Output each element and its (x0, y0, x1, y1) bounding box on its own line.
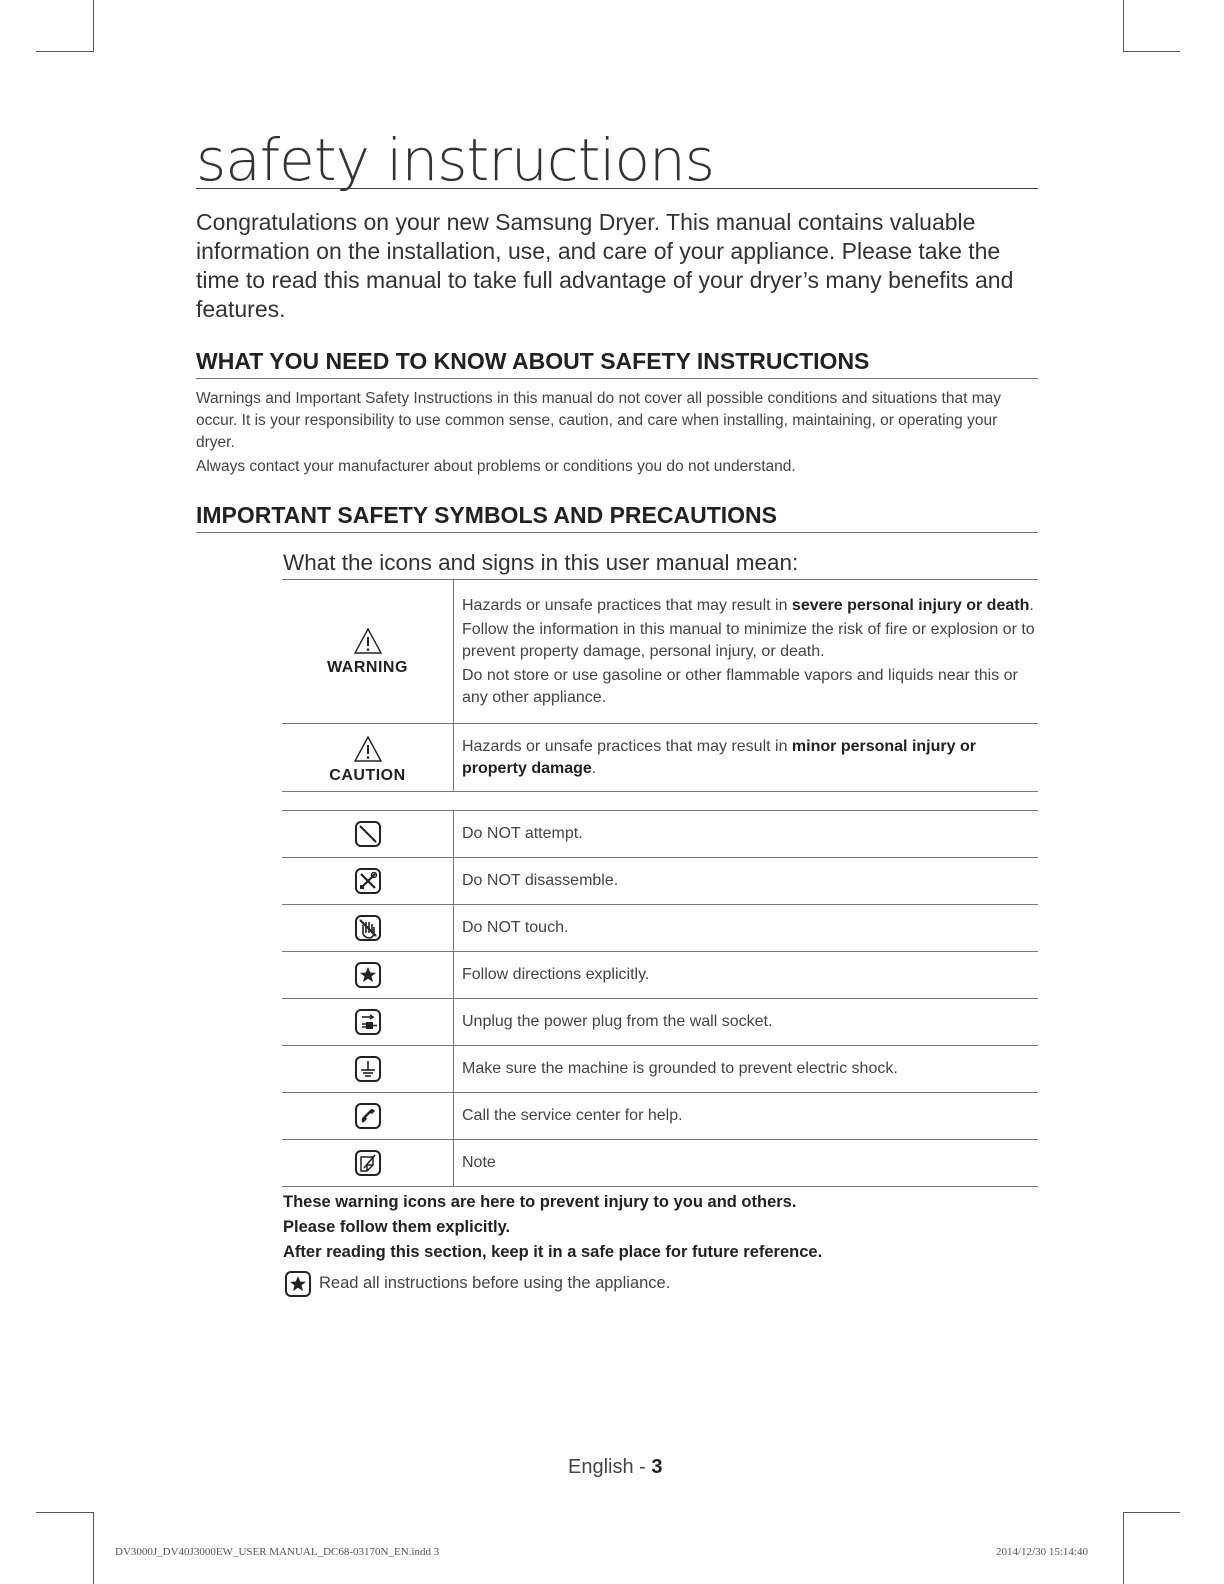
symbol-description: Note (454, 1140, 1039, 1187)
section-heading-what-you-need: WHAT YOU NEED TO KNOW ABOUT SAFETY INSTRUCTIONS (196, 346, 1038, 379)
prohibited-icon (353, 819, 383, 849)
symbol-cell (282, 1140, 454, 1187)
warning-description (454, 580, 1039, 724)
phone-icon (353, 1101, 383, 1131)
symbol-cell (282, 811, 454, 858)
section-heading-safety-symbols: IMPORTANT SAFETY SYMBOLS AND PRECAUTIONS (196, 500, 1038, 533)
table-row (282, 1140, 1038, 1187)
table-row (282, 724, 1038, 792)
crop-mark (1123, 1512, 1180, 1513)
symbol-description: Do NOT disassemble. (454, 858, 1039, 905)
warning-period: . (1029, 596, 1034, 614)
warning-line-3: Do not store or use gasoline or other flammable vapors and liquids near this or any other appliance. (462, 666, 1018, 706)
footer-note-line: After reading this section, keep it in a safe place for future reference. (283, 1243, 823, 1261)
caution-description (454, 724, 1039, 792)
intro-paragraph: Congratulations on your new Samsung Dryer. This manual contains valuable information on the installation, use, and care of your appliance. Please take the time to read this manual to take full advantage of your dryer’s many benefits and features. (196, 209, 1014, 322)
no-touch-icon (353, 913, 383, 943)
table-caption: What the icons and signs in this user manual mean: (283, 550, 799, 575)
warning-label: WARNING (327, 658, 408, 676)
symbol-cell (282, 999, 454, 1046)
warning-cell (282, 580, 454, 724)
no-disassemble-icon (353, 866, 383, 896)
table-row (282, 580, 1038, 724)
table-row (282, 952, 1038, 999)
note-icon (353, 1148, 383, 1178)
page-number (568, 1456, 663, 1479)
follow-directions-icon (353, 960, 383, 990)
table-row (282, 811, 1038, 858)
crop-mark (93, 1512, 94, 1584)
symbol-description: Do NOT attempt. (454, 811, 1039, 858)
signal-word-table (282, 579, 1038, 792)
ground-icon (353, 1054, 383, 1084)
warning-line-2: Follow the information in this manual to minimize the risk of fire or explosion or to prevent property damage, personal injury, or death. (462, 620, 1035, 660)
caution-period: . (591, 760, 597, 777)
footer-note-line: These warning icons are here to prevent injury to you and others. (283, 1193, 797, 1211)
print-slug-filename: DV3000J_DV40J3000EW_USER MANUAL_DC68-03170N_EN.indd 3 (115, 1546, 440, 1558)
symbol-description: Unplug the power plug from the wall socket. (454, 999, 1039, 1046)
follow-directions-icon (283, 1269, 313, 1299)
symbol-cell (282, 905, 454, 952)
page-title: safety instructions (196, 126, 1038, 189)
caution-triangle-icon (353, 735, 383, 763)
crop-mark (36, 1512, 93, 1513)
crop-mark (93, 0, 94, 52)
warning-triangle-icon (353, 627, 383, 655)
symbol-table (282, 810, 1038, 1187)
symbol-cell (282, 858, 454, 905)
unplug-icon (353, 1007, 383, 1037)
table-row (282, 905, 1038, 952)
table-row (282, 999, 1038, 1046)
symbol-description: Make sure the machine is grounded to prevent electric shock. (454, 1046, 1039, 1093)
caution-text: Hazards or unsafe practices that may result in (462, 738, 792, 755)
caution-emphasis: minor personal injury or property damage (462, 738, 976, 777)
symbol-cell (282, 952, 454, 999)
warning-emphasis: severe personal injury or death (791, 596, 1030, 614)
symbol-description: Do NOT touch. (454, 905, 1039, 952)
symbol-cell (282, 1093, 454, 1140)
symbol-description: Call the service center for help. (454, 1093, 1039, 1140)
section1-paragraph-contact: Always contact your manufacturer about problems or conditions you do not understand. (196, 458, 796, 475)
crop-mark (1123, 0, 1124, 52)
footer-note-line: Please follow them explicitly. (283, 1218, 511, 1236)
crop-mark (1123, 51, 1180, 52)
caution-label: CAUTION (329, 766, 406, 784)
print-slug-timestamp: 2014/12/30 15:14:40 (996, 1546, 1088, 1558)
crop-mark (36, 51, 93, 52)
table-row (282, 1046, 1038, 1093)
read-all-text: Read all instructions before using the appliance. (319, 1274, 671, 1292)
warning-text: Hazards or unsafe practices that may result in (462, 596, 792, 614)
page-number-value: 3 (651, 1456, 663, 1478)
symbol-description: Follow directions explicitly. (454, 952, 1039, 999)
table-row (282, 1093, 1038, 1140)
caution-cell (282, 724, 454, 792)
warning-line-1 (462, 595, 1038, 617)
crop-mark (1123, 1512, 1124, 1584)
symbol-cell (282, 1046, 454, 1093)
table-row (282, 858, 1038, 905)
read-all-note (283, 1268, 670, 1299)
section1-paragraph: Warnings and Important Safety Instructions in this manual do not cover all possible conditions and situations that may occur. It is your responsibility to use common sense, caution, and care when installing, maintaining, or operating your dryer. (196, 390, 1001, 451)
page-language: English - (568, 1456, 652, 1478)
